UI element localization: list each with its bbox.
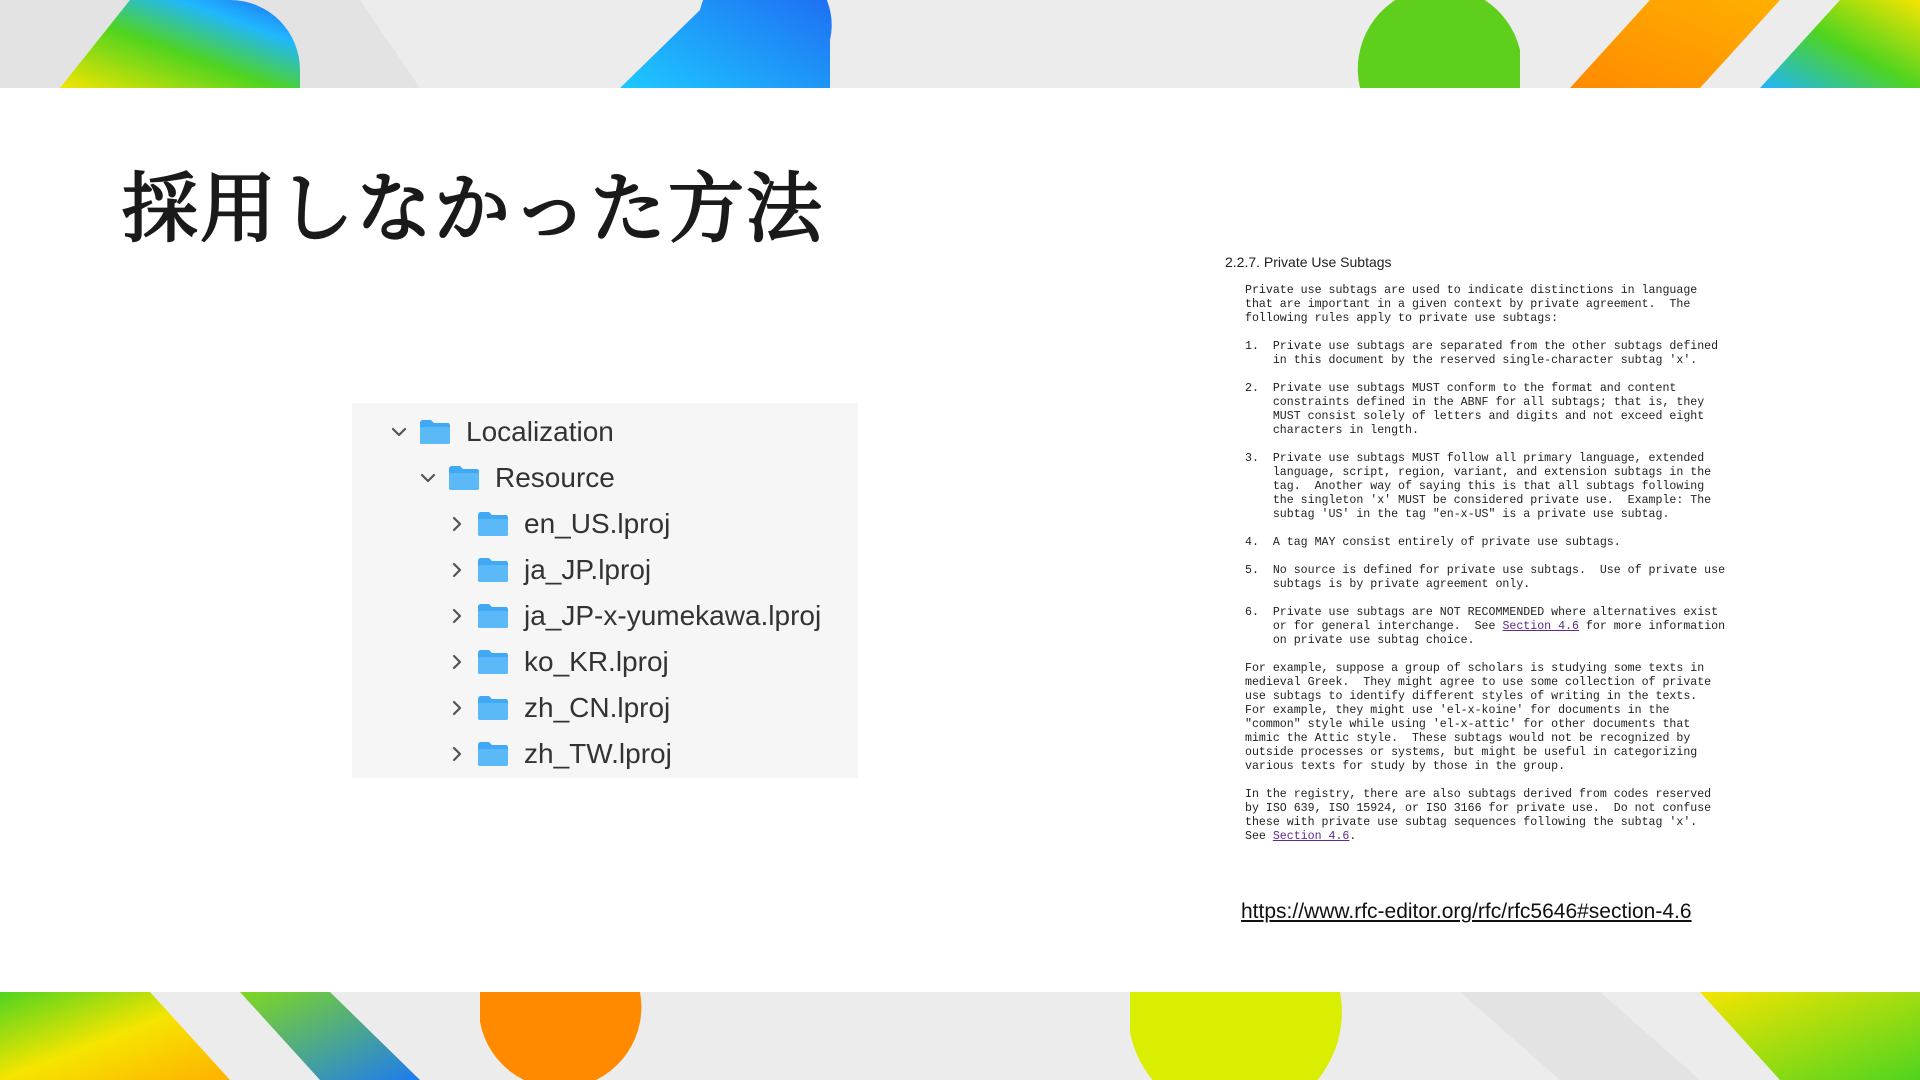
chevron-down-icon[interactable] — [417, 467, 439, 489]
tree-item-label: Localization — [466, 416, 614, 447]
rfc-source-link[interactable]: https://www.rfc-editor.org/rfc/rfc5646#section-4.6 — [1241, 900, 1692, 923]
rfc-excerpt — [1225, 254, 1745, 858]
tree-item-ja-jp[interactable] — [446, 550, 651, 590]
rfc-paragraph: Private use subtags are used to indicate distinctions in language that are important in a given context by private agreement. The following rules apply to private use subtags: — [1245, 284, 1698, 325]
folder-icon — [418, 418, 452, 446]
tree-item-resource[interactable] — [417, 458, 615, 498]
chevron-right-icon[interactable] — [446, 605, 468, 627]
chevron-right-icon[interactable] — [446, 513, 468, 535]
folder-icon — [476, 740, 510, 768]
folder-icon — [476, 694, 510, 722]
folder-icon — [476, 602, 510, 630]
section-4-6-link[interactable]: Section 4.6 — [1502, 620, 1579, 633]
chevron-right-icon[interactable] — [446, 559, 468, 581]
tree-item-label: zh_CN.lproj — [524, 692, 671, 723]
rfc-text: 6. Private use subtags are NOT RECOMMENDED where alternatives exist or for general interchange. See — [1245, 606, 1719, 633]
section-4-6-link[interactable]: Section 4.6 — [1272, 830, 1350, 843]
tree-item-zh-cn[interactable] — [446, 688, 670, 728]
tree-item-zh-tw[interactable] — [446, 734, 672, 774]
rfc-rule-1: 1. Private use subtags are separated from the other subtags defined in this document by the reserved single-character subtag 'x'. — [1245, 340, 1719, 367]
chevron-right-icon[interactable] — [446, 697, 468, 719]
folder-icon — [476, 510, 510, 538]
tree-item-ja-jp-yumekawa[interactable] — [446, 596, 821, 636]
rfc-rule-6 — [1245, 606, 1745, 648]
rfc-paragraph — [1245, 788, 1745, 844]
rfc-text: . — [1349, 830, 1357, 843]
chevron-down-icon[interactable] — [388, 421, 410, 443]
tree-item-localization[interactable] — [388, 412, 614, 452]
chevron-right-icon[interactable] — [446, 743, 468, 765]
file-tree-panel — [352, 403, 858, 778]
tree-item-label: en_US.lproj — [524, 508, 671, 539]
chevron-right-icon[interactable] — [446, 651, 468, 673]
folder-icon — [476, 556, 510, 584]
tree-item-label: ko_KR.lproj — [524, 646, 669, 677]
tree-item-label: Resource — [495, 462, 615, 493]
rfc-rule-5: 5. No source is defined for private use subtags. Use of private use subtags is by private agreement only. — [1245, 564, 1726, 591]
rfc-paragraph: For example, suppose a group of scholars is studying some texts in medieval Greek. They might agree to use some collection of private use subtags to identify different styles of writing in the texts. For example, they might use 'el-x-koine' for documents in the "common" style while using 'el-x-attic' for other documents that mimic the Attic style. These subtags would not be recognized by outside processes or systems, but might be useful in categorizing various texts for study by those in the group. — [1245, 662, 1712, 773]
tree-item-label: ja_JP.lproj — [524, 554, 652, 585]
rfc-rule-3: 3. Private use subtags MUST follow all primary language, extended language, script, region, variant, and extension subtags in the tag. Another way of saying this is that all subtags following the singleton 'x' MUST be considered private use. Example: The subtag 'US' in the tag "en-x-US" is a private use subtag. — [1245, 452, 1712, 521]
rfc-text: for more information on private use subtag choice. — [1272, 620, 1726, 647]
top-decorative-band — [0, 0, 1920, 88]
rfc-rule-4: 4. A tag MAY consist entirely of private use subtags. — [1245, 536, 1621, 549]
rfc-text: In the registry, there are also subtags derived from codes reserved by ISO 639, ISO 15924, or ISO 3166 for private use. Do not confuse these with private use subtag sequences following the subtag 'x'. See — [1245, 788, 1712, 843]
tree-item-ko-kr[interactable] — [446, 642, 669, 682]
rfc-rule-2: 2. Private use subtags MUST conform to the format and content constraints defined in the ABNF for all subtags; that is, they MUST consist solely of letters and digits and not exceed eight characters in length. — [1245, 382, 1705, 437]
tree-item-label: ja_JP-x-yumekawa.lproj — [524, 600, 822, 631]
folder-icon — [476, 648, 510, 676]
tree-item-label: zh_TW.lproj — [524, 738, 672, 769]
folder-icon — [447, 464, 481, 492]
bottom-decorative-band — [0, 992, 1920, 1080]
tree-item-en-us[interactable] — [446, 504, 670, 544]
rfc-section-heading: 2.2.7. Private Use Subtags — [1225, 254, 1392, 270]
slide-title: 採用しなかった方法 — [122, 164, 824, 253]
